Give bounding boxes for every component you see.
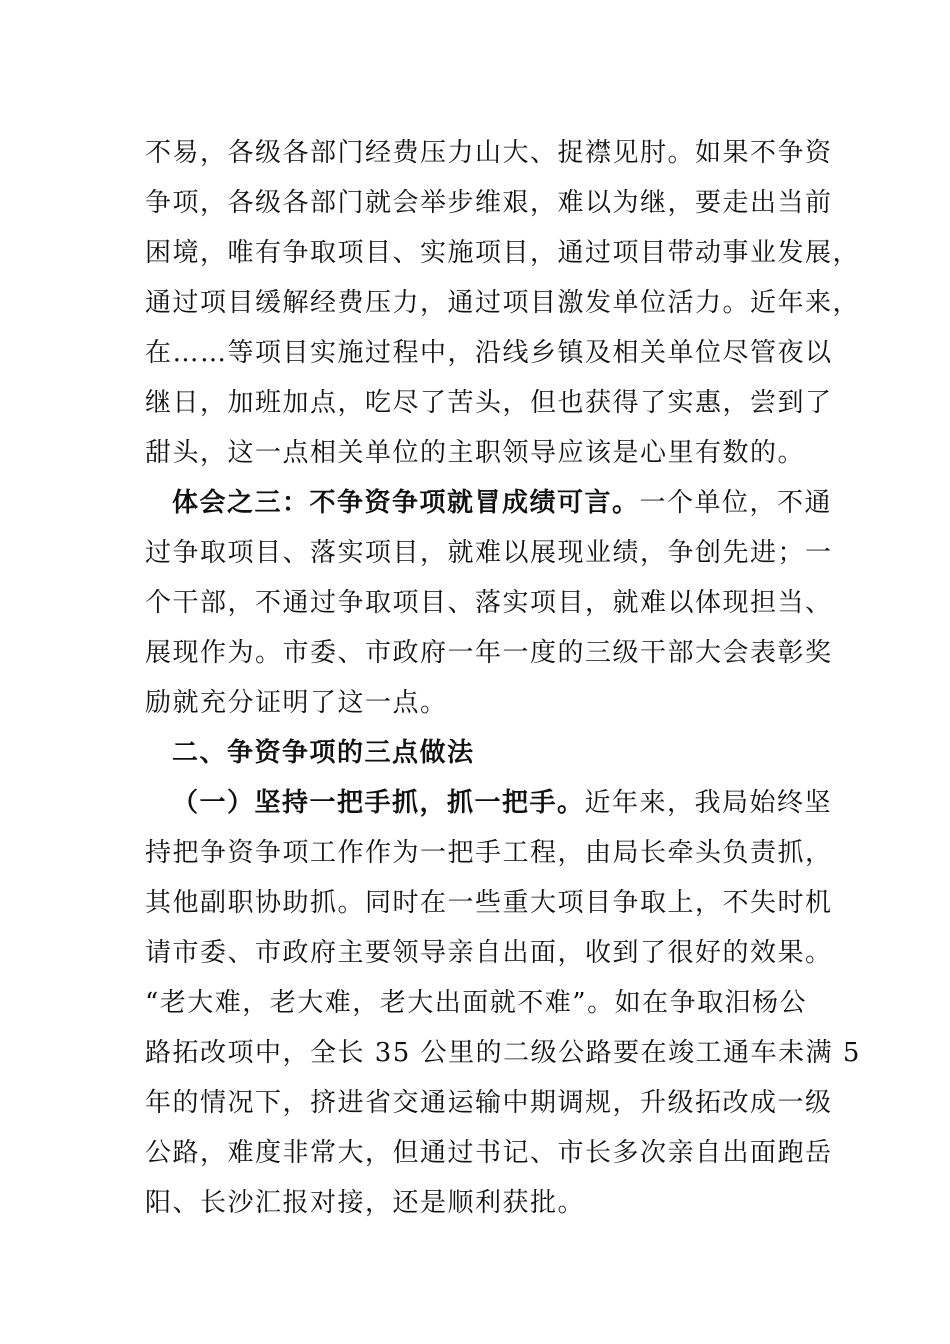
paragraph-text: 近年来，我局始终坚 (584, 788, 833, 818)
paragraph-line: 过争取项目、落实项目，就难以展现业绩，争创先进；一 (145, 538, 833, 568)
paragraph-line-with-heading (172, 488, 832, 518)
subsection-heading: （一）坚持一把手抓，抓一把手。 (172, 788, 585, 818)
inline-heading: 体会之三：不争资争项就冒成绩可言。 (172, 488, 640, 518)
paragraph-line: 请市委、市政府主要领导亲自出面，收到了很好的效果。 (145, 938, 833, 968)
paragraph-line: 其他副职协助抓。同时在一些重大项目争取上，不失时机 (145, 888, 833, 918)
paragraph-line: 继日，加班加点，吃尽了苦头，但也获得了实惠，尝到了 (145, 388, 833, 418)
paragraph-line: 甜头，这一点相关单位的主职领导应该是心里有数的。 (145, 438, 806, 468)
paragraph-line: 不易，各级各部门经费压力山大、捉襟见肘。如果不争资 (145, 138, 833, 168)
paragraph-line: 争项，各级各部门就会举步维艰，难以为继，要走出当前 (145, 188, 833, 218)
paragraph-line: 个干部，不通过争取项目、落实项目，就难以体现担当、 (145, 588, 833, 618)
paragraph-line: 阳、长沙汇报对接，还是顺利获批。 (145, 1188, 586, 1218)
paragraph-line: 困境，唯有争取项目、实施项目，通过项目带动事业发展， (145, 238, 861, 268)
paragraph-line: 持把争资争项工作作为一把手工程，由局长牵头负责抓， (145, 838, 833, 868)
paragraph-line: 励就充分证明了这一点。 (145, 688, 448, 718)
paragraph-line-with-heading (172, 788, 832, 818)
paragraph-line: 在……等项目实施过程中，沿线乡镇及相关单位尽管夜以 (145, 338, 833, 368)
section-heading-line (172, 738, 832, 768)
paragraph-line: “老大难，老大难，老大出面就不难”。如在争取汨杨公 (145, 988, 808, 1018)
paragraph-line: 年的情况下，挤进省交通运输中期调规，升级拓改成一级 (145, 1088, 833, 1118)
paragraph-text: 一个单位，不通 (639, 488, 833, 518)
paragraph-line: 展现作为。市委、市政府一年一度的三级干部大会表彰奖 (145, 638, 833, 668)
section-heading: 二、争资争项的三点做法 (172, 738, 475, 768)
paragraph-line: 公路，难度非常大，但通过书记、市长多次亲自出面跑岳 (145, 1138, 833, 1168)
paragraph-line: 通过项目缓解经费压力，通过项目激发单位活力。近年来， (145, 288, 861, 318)
paragraph-line: 路拓改项中，全长 35 公里的二级公路要在竣工通车未满 5 (145, 1038, 861, 1068)
